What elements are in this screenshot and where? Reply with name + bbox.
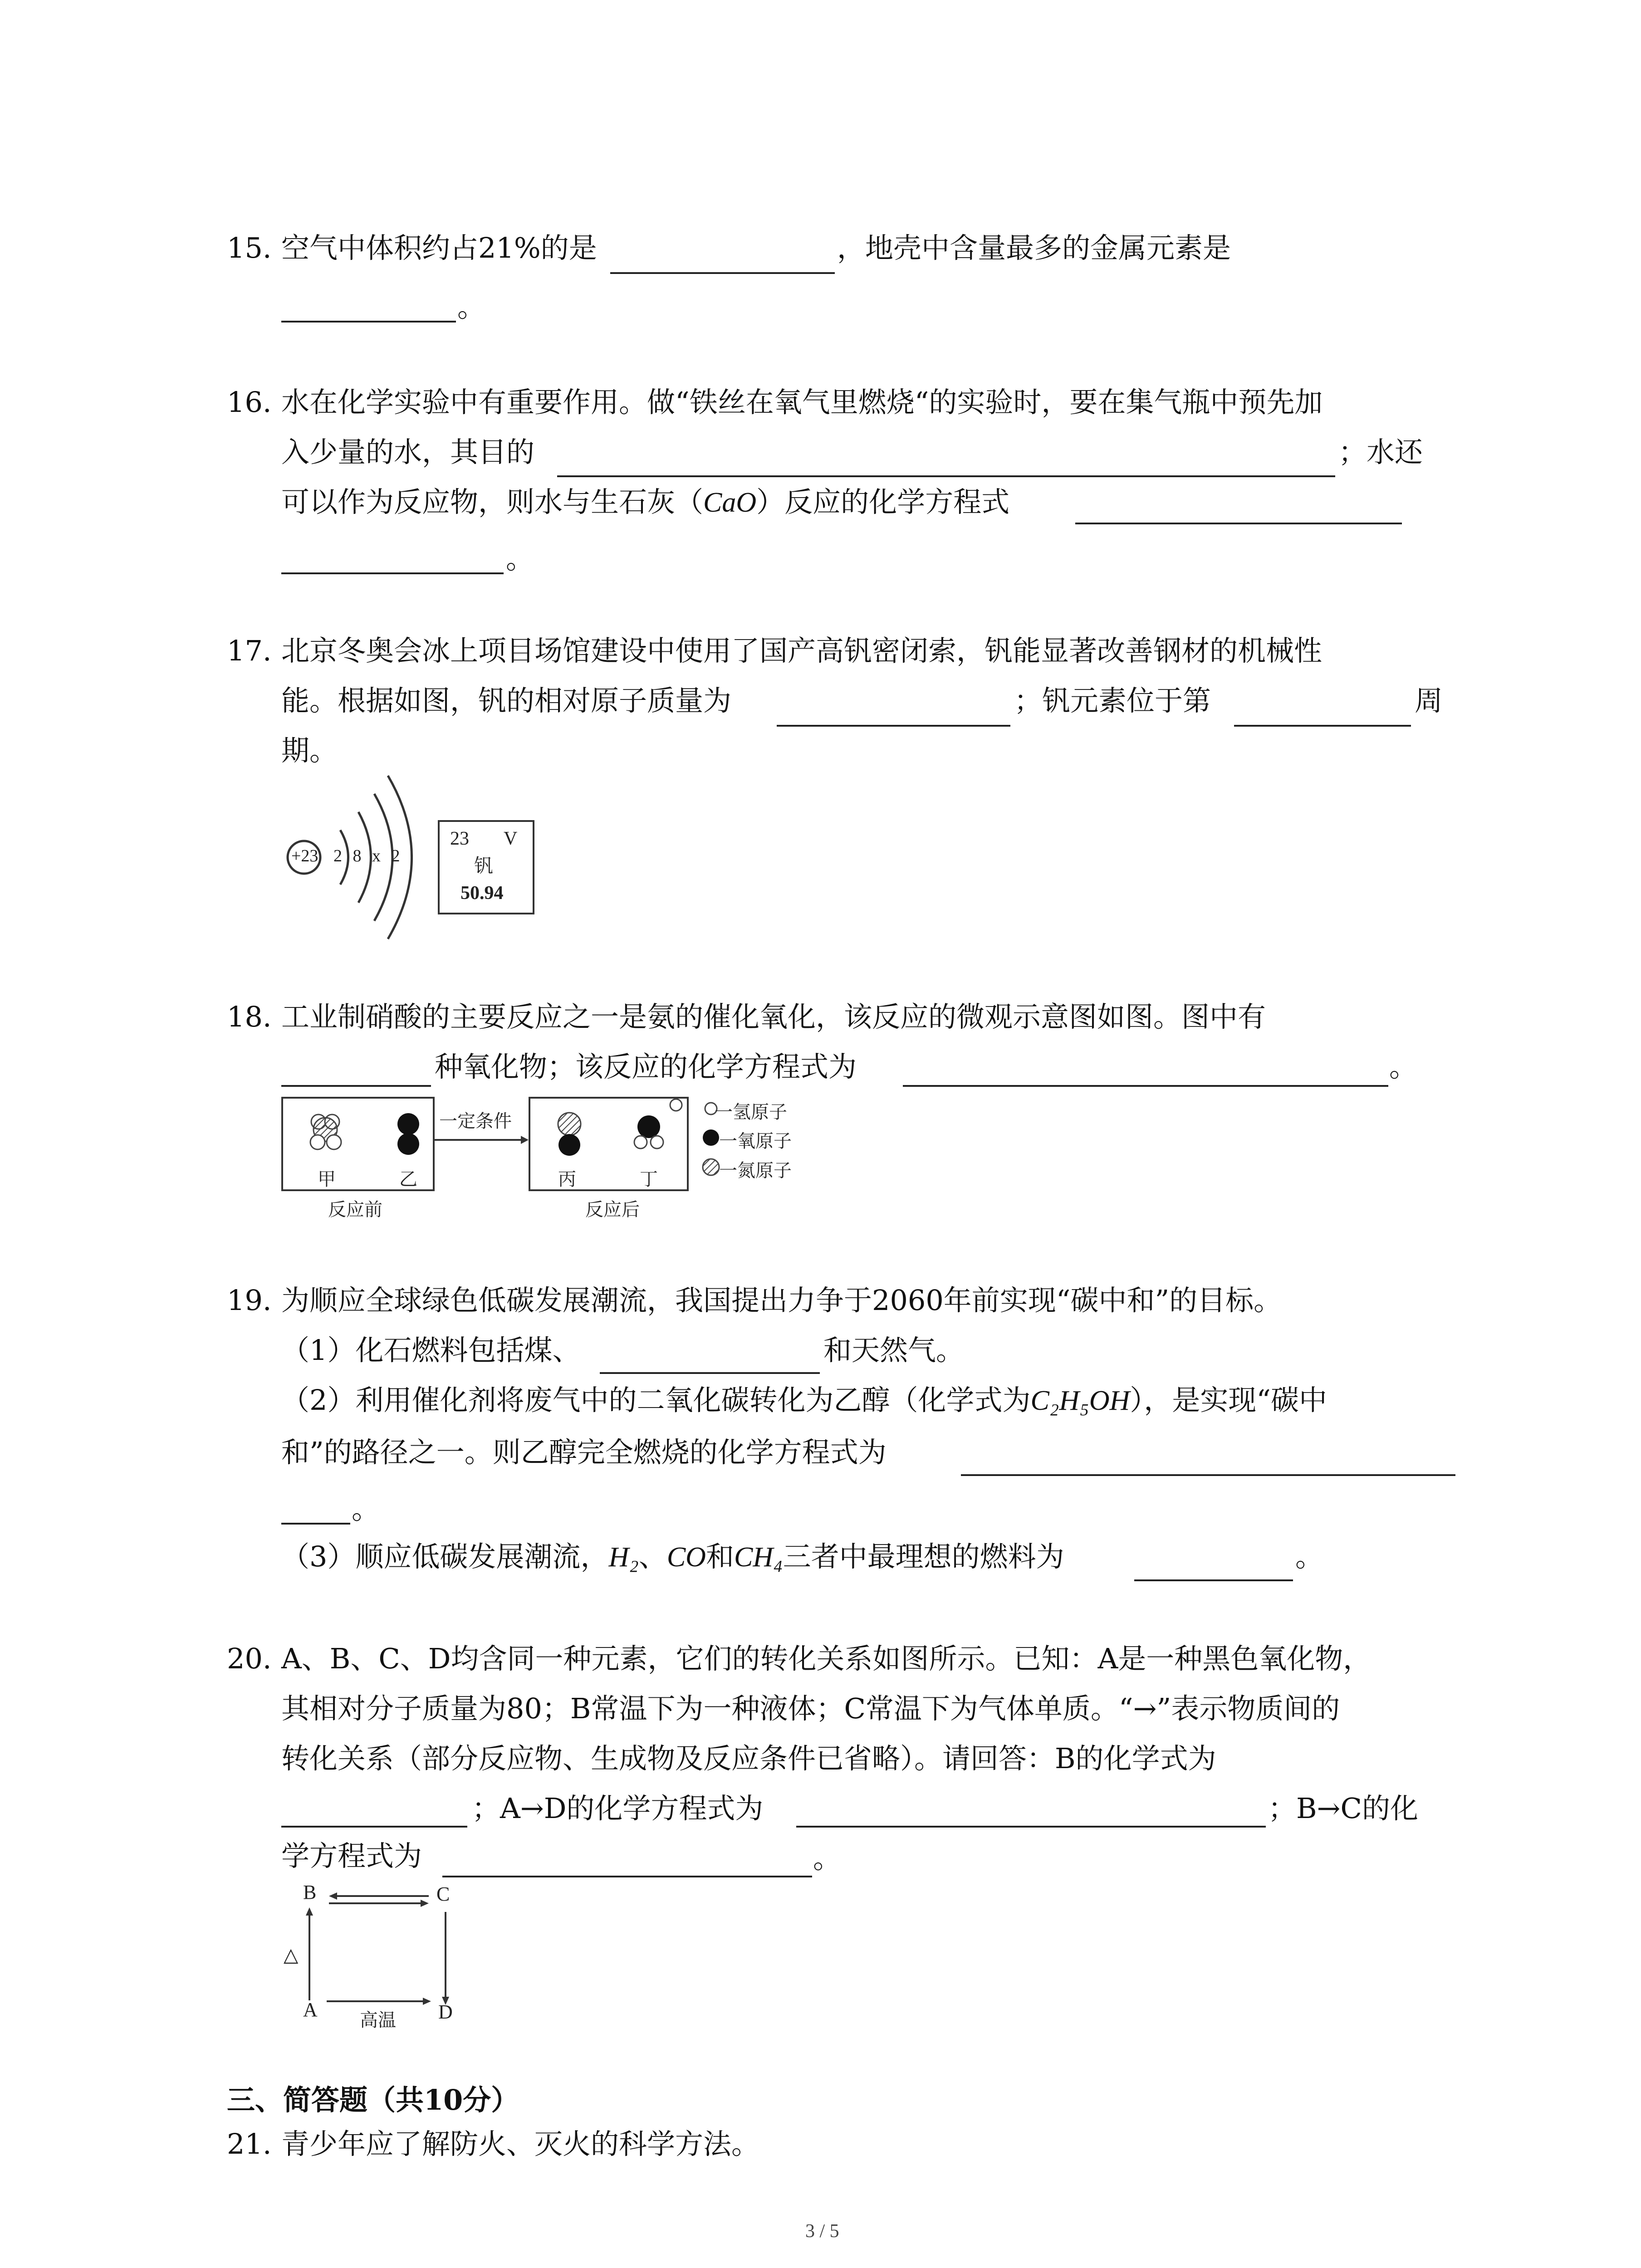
q19-line-1: 为顺应全球绿色低碳发展潮流，我国提出力争于2060年前实现“碳中和”的目标。 [281,1284,1282,1317]
q19-ch4-formula: CH₄ [734,1542,783,1573]
q19-blank-2-continued[interactable] [281,1523,350,1525]
q19-part-2a [281,1383,1327,1418]
q17-line-1: 北京冬奥会冰上项目场馆建设中使用了国产高钒密闭索，钒能显著改善钢材的机械性 [281,634,1323,667]
q19-part-1b: 和天然气。 [823,1334,965,1367]
q16-line-1: 水在化学实验中有重要作用。做“铁丝在氧气里燃烧“的实验时，要在集气瓶中预先加 [281,386,1323,419]
q20-line-4a: ；A→D的化学方程式为 [472,1792,764,1825]
q15-text-1: 空气中体积约占21%的是 [281,231,597,264]
q20-number: 20. [227,1642,272,1675]
q17-line-2a: 能。根据如图，钒的相对原子质量为 [281,684,732,717]
q19-part-3a-text: （3）顺应低碳发展潮流， [281,1540,609,1573]
q19-sep-2: 和 [705,1540,734,1573]
heat-condition: △ [284,1944,299,1966]
q16-blank-3[interactable] [281,572,504,574]
molecule-label-yi: 乙 [399,1169,417,1190]
q20-line-1: A、B、C、D均含同一种元素，它们的转化关系如图所示。已知：A是一种黑色氧化物， [281,1642,1372,1675]
q18-blank-2[interactable] [903,1085,1388,1087]
section-3-heading: 三、简答题（共10分） [227,2083,519,2116]
q20-line-2: 其相对分子质量为80；B常温下为一种液体；C常温下为气体单质。“→”表示物质间的 [281,1692,1340,1725]
element-name: 钒 [474,855,494,877]
q16-blank-1[interactable] [557,475,1335,477]
q17-blank-2[interactable] [1234,725,1411,727]
high-temperature-condition: 高温 [360,2010,396,2031]
q18-number: 18. [227,1000,272,1033]
molecule-label-bing: 丙 [558,1169,576,1190]
q20-blank-3[interactable] [442,1876,812,1877]
q20-line-4b: ；B→C的化 [1268,1792,1418,1825]
q15-blank-1[interactable] [610,272,835,274]
element-symbol: V [504,828,518,849]
q19-blank-3[interactable] [1134,1579,1293,1581]
molecule-label-jia: 甲 [318,1169,336,1190]
q20-line-3: 转化关系（部分反应物、生成物及反应条件已省略）。请回答：B的化学式为 [281,1742,1216,1775]
q19-sep-1: 、 [638,1540,667,1573]
q19-ethanol-formula: C₂H₅OH [1030,1385,1130,1416]
q16-line-3b-text: ）反应的化学方程式 [756,485,1010,518]
q17-blank-1[interactable] [777,725,1010,727]
legend-nitrogen: 一氮原子 [719,1160,792,1181]
page-number: 3 / 5 [805,2221,839,2242]
q19-number: 19. [227,1284,272,1317]
q19-blank-2[interactable] [961,1474,1455,1476]
q16-cao-formula: CaO [703,487,757,518]
q15-end: 。 [457,290,486,323]
element-atomic-number: 23 [450,828,469,849]
q16-line-2a: 入少量的水，其目的 [281,435,535,469]
q17-line-2b: ；钒元素位于第 [1014,684,1211,717]
q16-line-3a [281,485,1009,519]
reaction-condition: 一定条件 [439,1111,512,1132]
q16-line-2b: ；水还 [1338,435,1423,469]
q17-line-3: 期。 [281,734,338,767]
legend-hydrogen: 一氢原子 [715,1102,787,1123]
q19-part-2b-text: ），是实现“碳中 [1130,1383,1327,1417]
q19-part-2a-text: （2）利用催化剂将废气中的二氧化碳转化为乙醇（化学式为 [281,1383,1031,1417]
atom-shells-label: 2 8 x 2 [333,846,400,865]
q20-blank-2[interactable] [796,1826,1266,1828]
q19-part-3b-text: 三者中最理想的燃料为 [783,1540,1064,1573]
q19-part-2c: 和”的路径之一。则乙醇完全燃烧的化学方程式为 [281,1436,887,1469]
molecule-label-ding: 丁 [640,1169,658,1190]
node-a: A [303,1999,318,2021]
q21-text: 青少年应了解防火、灭火的科学方法。 [281,2127,760,2160]
node-d: D [438,2001,453,2023]
q16-number: 16. [227,386,272,419]
element-atomic-mass: 50.94 [460,883,504,904]
q15-blank-2[interactable] [281,321,456,323]
node-b: B [303,1881,317,1903]
q20-blank-1[interactable] [281,1826,467,1828]
q21-number: 21. [227,2127,272,2160]
before-reaction-label: 反应前 [328,1199,382,1220]
q19-h2-formula: H₂ [608,1542,639,1573]
q17-number: 17. [227,634,272,667]
q16-line-3a-text: 可以作为反应物，则水与生石灰（ [281,485,704,518]
q18-line-1: 工业制硝酸的主要反应之一是氨的催化氧化，该反应的微观示意图如图。图中有 [281,1000,1266,1033]
legend-oxygen: 一氧原子 [719,1131,792,1152]
q19-part-3 [281,1540,1064,1574]
atom-nucleus-label: +23 [291,846,318,865]
q19-part-1a: （1）化石燃料包括煤、 [281,1334,581,1367]
q17-line-2c: 周 [1415,684,1443,717]
q18-end: 。 [1389,1050,1418,1083]
q16-blank-2[interactable] [1075,523,1402,524]
q19-co-formula: CO [666,1542,706,1573]
q18-line-2a: 种氧化物；该反应的化学方程式为 [435,1050,857,1083]
q15-number: 15. [227,231,272,264]
q20-end: 。 [813,1842,842,1875]
q16-end: 。 [506,542,534,575]
q15-text-2: ，地壳中含量最多的金属元素是 [837,231,1231,264]
q18-blank-1[interactable] [281,1085,431,1087]
q20-line-5a: 学方程式为 [281,1839,422,1872]
node-c: C [436,1883,450,1905]
q19-part-2-end: 。 [352,1492,380,1525]
after-reaction-label: 反应后 [585,1199,640,1220]
q19-blank-1[interactable] [600,1372,820,1374]
q19-part-3-end: 。 [1295,1540,1324,1573]
